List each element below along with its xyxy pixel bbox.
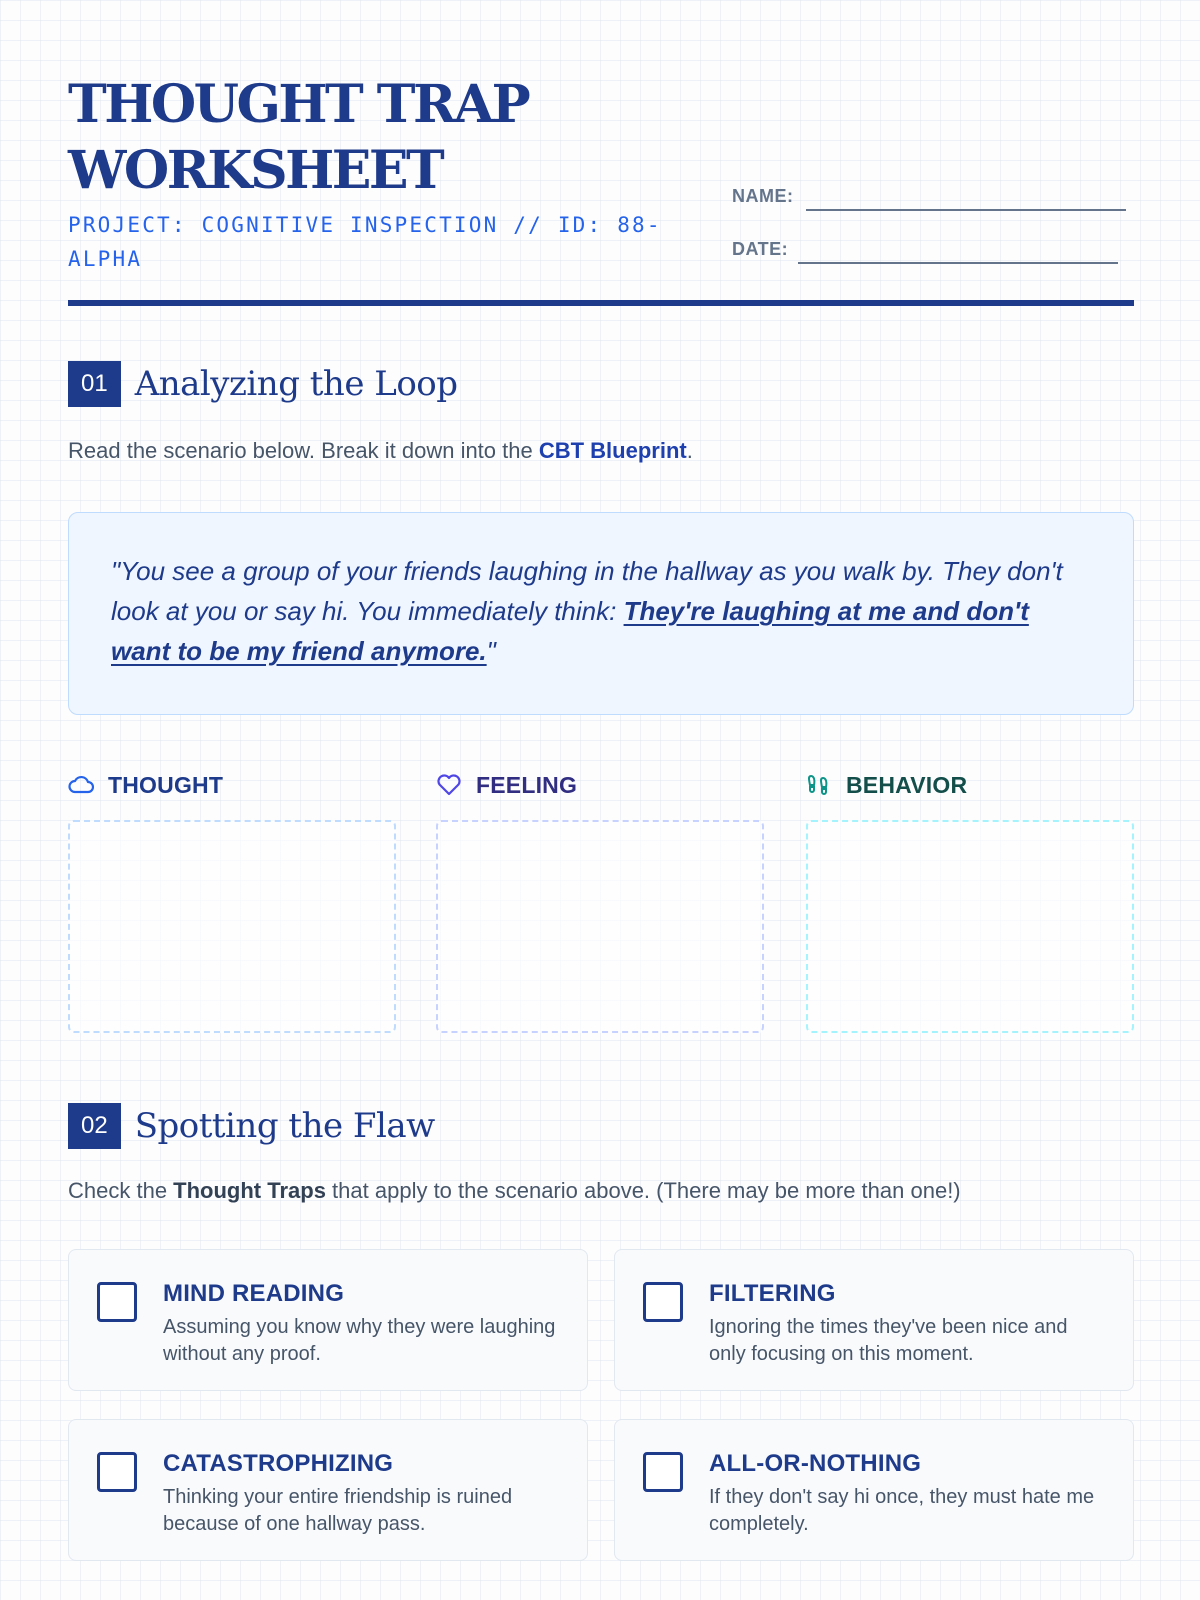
instruction-end: . (686, 438, 693, 463)
section-2-header (68, 1103, 435, 1149)
behavior-input-box[interactable] (806, 820, 1134, 1033)
feeling-input-box[interactable] (436, 820, 764, 1033)
instruction-end: that apply to the scenario above. (There may be more than one!) (325, 1178, 961, 1203)
instruction-text: Read the scenario below. Break it down into the (68, 438, 539, 463)
worksheet-page (68, 0, 1134, 1535)
section-2-number: 02 (68, 1103, 121, 1149)
mind-reading-checkbox[interactable] (97, 1282, 137, 1322)
worksheet-header (68, 0, 1134, 308)
catastrophizing-checkbox[interactable] (97, 1452, 137, 1492)
thought-label-text: THOUGHT (108, 771, 224, 798)
trap-description: Assuming you know why they were laughing without any proof. (163, 1316, 556, 1365)
trap-name: ALL-OR-NOTHING (709, 1450, 922, 1477)
thought-label (68, 768, 396, 802)
filtering-checkbox[interactable] (643, 1282, 683, 1322)
trap-description: Thinking your entire friendship is ruined because of one hallway pass. (163, 1486, 513, 1535)
behavior-label-text: BEHAVIOR (846, 771, 968, 798)
date-field-row (732, 239, 1118, 260)
feeling-label (436, 768, 764, 802)
footprints-icon (806, 772, 834, 798)
page-title: THOUGHT TRAP WORKSHEET (68, 74, 529, 201)
scenario-card (68, 512, 1134, 715)
section-2-instruction (68, 1178, 961, 1204)
trap-name: CATASTROPHIZING (163, 1450, 394, 1477)
thought-input-box[interactable] (68, 820, 396, 1033)
behavior-column (806, 768, 1134, 1033)
date-field[interactable] (798, 262, 1118, 264)
name-field[interactable] (806, 209, 1126, 211)
name-label: NAME: (732, 186, 794, 206)
all-or-nothing-checkbox[interactable] (643, 1452, 683, 1492)
scenario-text: "You see a group of your friends laughing in the hallway as you walk by. They don't look at you or say hi. You immediately think: (111, 556, 1063, 626)
cloud-icon (68, 772, 96, 798)
section-1-number: 01 (68, 361, 121, 407)
feeling-label-text: FEELING (476, 771, 578, 798)
trap-description: Ignoring the times they've been nice and only focusing on this moment. (709, 1316, 1068, 1365)
scenario-close: " (486, 636, 496, 666)
project-subtitle: PROJECT: COGNITIVE INSPECTION // ID: 88-ALPHA (68, 213, 662, 271)
thought-column (68, 768, 396, 1033)
trap-description: If they don't say hi once, they must hate me completely. (709, 1486, 1095, 1535)
section-2-title: Spotting the Flaw (134, 1106, 435, 1146)
trap-card-catastrophizing (68, 1419, 588, 1561)
scenario-thought: They're laughing at me and don't want to be my friend anymore. (111, 596, 1029, 666)
header-divider (68, 300, 1134, 306)
trap-name: MIND READING (163, 1280, 345, 1307)
instruction-highlight: Thought Traps (173, 1178, 326, 1203)
instruction-text: Check the (68, 1178, 174, 1203)
feeling-column (436, 768, 764, 1033)
section-1-instruction (68, 438, 693, 464)
heart-icon (436, 772, 464, 798)
trap-name: FILTERING (709, 1280, 836, 1307)
behavior-label (806, 768, 1134, 802)
name-field-row (732, 186, 1126, 207)
trap-card-all-or-nothing (614, 1419, 1134, 1561)
section-1-header (68, 361, 458, 407)
trap-card-filtering (614, 1249, 1134, 1391)
date-label: DATE: (732, 239, 789, 259)
section-1-title: Analyzing the Loop (134, 364, 458, 404)
instruction-highlight: CBT Blueprint (538, 438, 687, 463)
trap-card-mind-reading (68, 1249, 588, 1391)
